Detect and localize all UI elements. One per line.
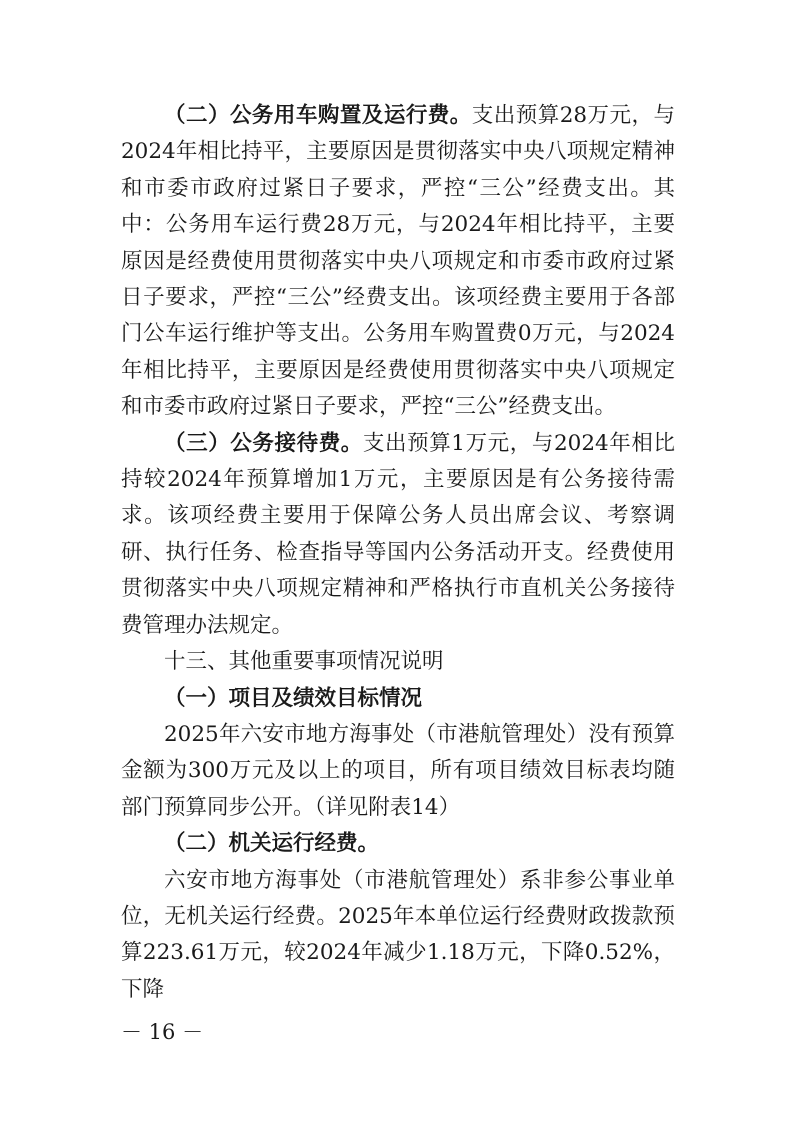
document-body <box>121 98 675 1008</box>
heading-operating-expenses: （二）机关运行经费。 <box>164 831 380 857</box>
heading-vehicle-expenses: （二）公务用车购置及运行费。 <box>164 103 472 128</box>
paragraph-vehicle-expenses <box>121 98 675 426</box>
page-number: － 16 － <box>121 1020 204 1044</box>
text-vehicle-expenses: 支出预算28万元，与2024年相比持平，主要原因是贯彻落实中央八项规定精神和市委市政府过紧日子要求，严控“三公”经费支出。其中：公务用车运行费28万元，与2024年相比持平，主要原因是经费使用贯彻落实中央八项规定和市委市政府过紧日子要求，严控“三公”经费支出。该项经费主要用于各部门公车运行维护等支出。公务用车购置费0万元，与2024年相比持平，主要原因是经费使用贯彻落实中央八项规定和市委市政府过紧日子要求，严控“三公”经费支出。 <box>121 103 675 420</box>
paragraph-projects-goals: 2025年六安市地方海事处（市港航管理处）没有预算金额为300万元及以上的项目，所有项目绩效目标表均随部门预算同步公开。（详见附表14） <box>121 721 675 820</box>
text-reception-expenses: 支出预算1万元，与2024年相比持较2024年预算增加1万元，主要原因是有公务接待需求。该项经费主要用于保障公务人员出席会议、考察调研、执行任务、检查指导等国内公务活动开支。经费使用贯彻落实中央八项规定精神和严格执行市直机关公务接待费管理办法规定。 <box>121 430 675 638</box>
heading-reception-expenses: （三）公务接待费。 <box>164 430 363 456</box>
paragraph-reception-expenses <box>121 426 675 644</box>
paragraph-operating-expenses: 六安市地方海事处（市港航管理处）系非参公事业单位，无机关运行经费。2025年本单位运行经费财政拨款预算223.61万元，较2024年减少1.18万元，下降0.52%，下降 <box>121 867 675 1002</box>
heading-projects-goals: （一）项目及绩效目标情况 <box>164 685 423 711</box>
section-13-title: 十三、其他重要事项情况说明 <box>164 649 444 675</box>
